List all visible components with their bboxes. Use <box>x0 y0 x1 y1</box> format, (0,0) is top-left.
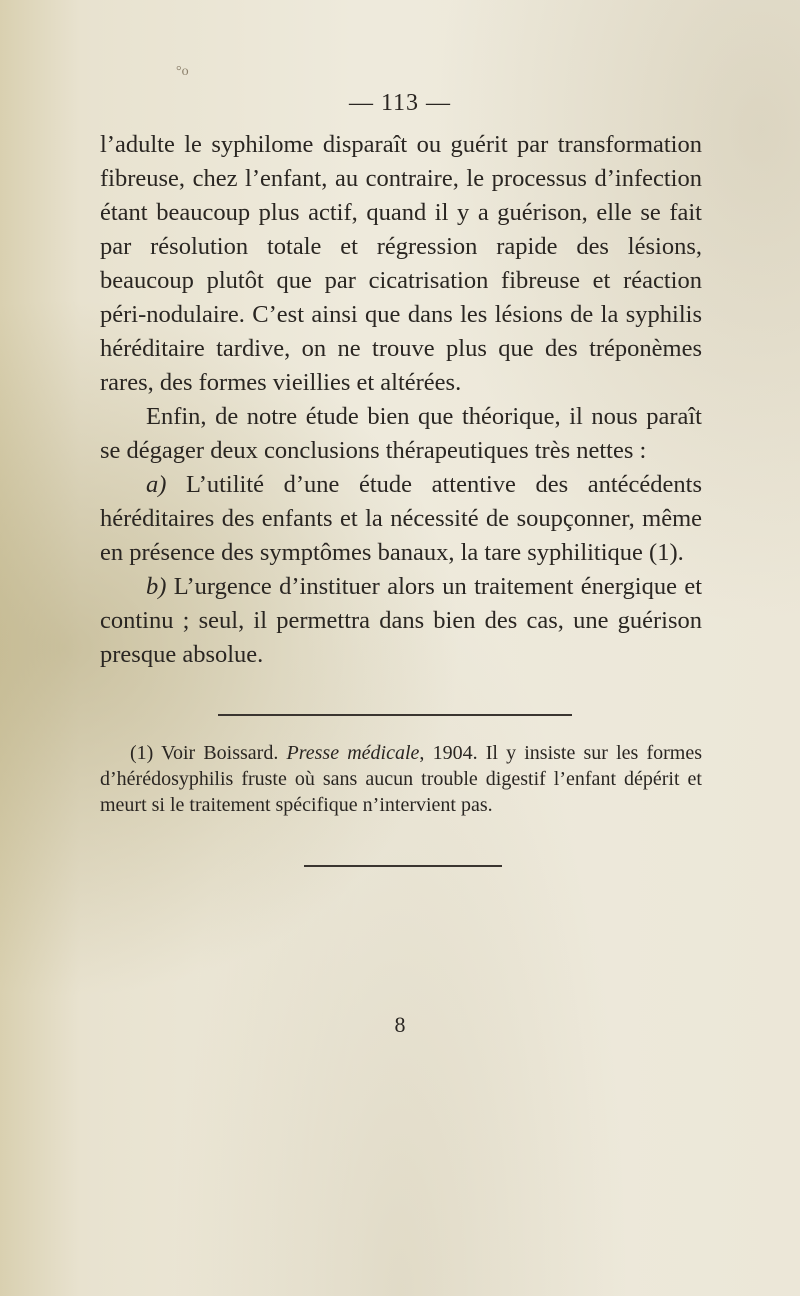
corner-mark: °o <box>176 64 189 79</box>
footnote-text-after: , 1904. Il y insiste sur les formes d’hérédosyphilis fruste où sans aucun trouble digestif l’enfant dépérit et meurt si le traitement spécifique n’intervient pas. <box>100 742 702 816</box>
conclusion-b-label: b) <box>146 573 167 600</box>
paragraph-conclusions-intro: Enfin, de notre étude bien que théorique, il nous paraît se dégager deux conclusions thérapeutiques très nettes : <box>100 403 702 464</box>
conclusion-a <box>100 468 702 570</box>
page-number: — 113 — <box>348 90 452 116</box>
paragraph-continued: l’adulte le syphilome disparaît ou guérit par transformation fibreuse, chez l’enfant, au contraire, le processus d’infection étant beaucoup plus actif, quand il y a guérison, elle se fait par résolution totale et régression rapide des lésions, beaucoup plutôt que par cicatrisation fibreuse et réaction péri-nodulaire. C’est ainsi que dans les lésions de la syphilis héréditaire tardive, on ne trouve plus que des tréponèmes rares, des formes vieillies et altérées. <box>100 131 702 396</box>
footnote-text-before: Voir Boissard. <box>153 742 287 764</box>
conclusion-a-text: L’utilité d’une étude attentive des antécédents héréditaires des enfants et la nécessité de soupçonner, même en présence des symptômes banaux, la tare syphilitique (1). <box>100 471 702 566</box>
conclusion-b-text: L’urgence d’instituer alors un traitement énergique et continu ; seul, il permettra dans bien des cas, une guérison presque absolue. <box>100 573 702 668</box>
closing-rule <box>304 865 502 867</box>
footnote-separator-rule <box>218 714 572 716</box>
conclusion-b <box>100 570 702 672</box>
signature-mark: 8 <box>394 1012 406 1037</box>
main-text <box>100 128 702 672</box>
footnote <box>100 740 702 818</box>
conclusion-a-label: a) <box>146 471 167 498</box>
footnote-marker: (1) <box>130 742 154 764</box>
footnote-journal: Presse médicale <box>286 742 420 764</box>
footnote-paragraph <box>100 740 702 818</box>
